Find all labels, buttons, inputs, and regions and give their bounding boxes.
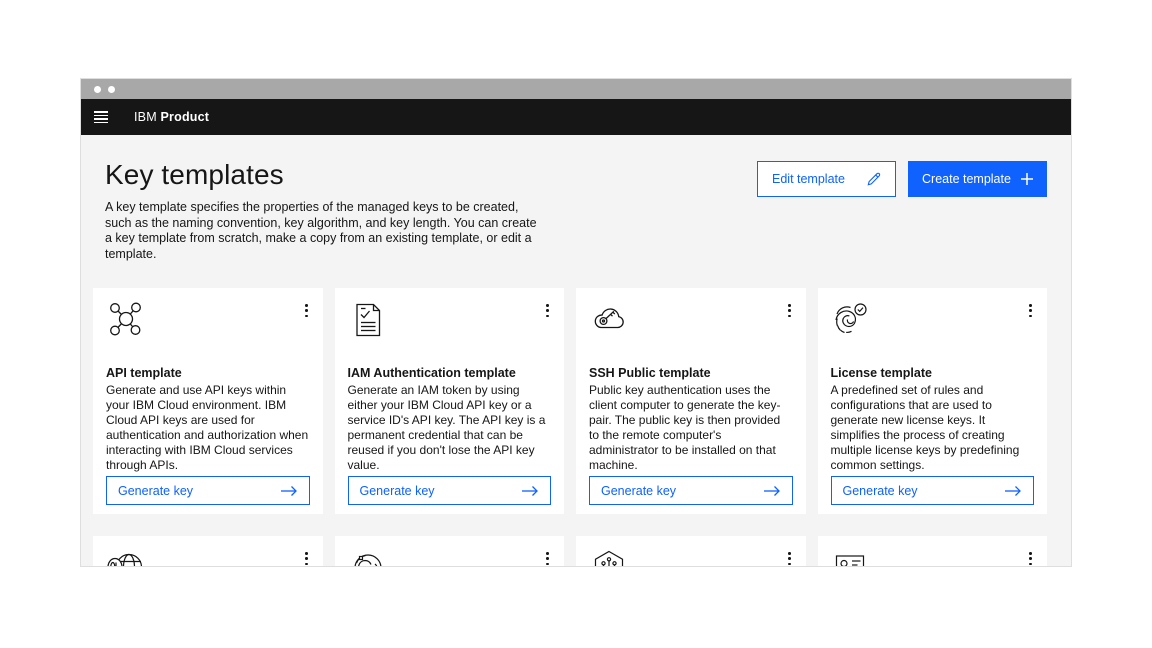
arrow-right-icon [1004,485,1022,497]
arrow-right-icon [521,485,539,497]
app-window [80,78,1072,567]
page-title: Key templates [105,159,284,190]
plus-icon [1020,172,1034,186]
create-template-label: Create template [922,172,1011,186]
partial-card [818,536,1048,567]
hexagon-circuit-icon [589,548,629,567]
globe-icon [106,548,146,567]
partial-card [576,536,806,567]
arrow-right-icon [763,485,781,497]
card-api-template [93,288,323,514]
card-title: License template [830,366,932,380]
overflow-menu-icon[interactable] [303,550,310,567]
page-intro [105,159,545,262]
arrow-right-icon [280,485,298,497]
card-description: A predefined set of rules and configurations that are used to generate new license keys. It simplifies the process of creating multiple license keys by predefining common settings. [830,383,1020,472]
card-license-template [818,288,1048,514]
hamburger-menu-icon[interactable] [94,111,108,123]
overflow-menu-icon[interactable] [544,302,551,319]
generate-key-button[interactable] [348,476,552,505]
window-titlebar [81,79,1071,99]
card-title: API template [106,366,182,380]
overflow-menu-icon[interactable] [544,550,551,567]
edit-template-button[interactable] [757,161,896,197]
document-check-icon [348,300,388,340]
brand [134,110,209,124]
partial-card [335,536,565,567]
app-header [81,99,1071,135]
generate-key-button[interactable] [106,476,310,505]
ai-swirl-icon [348,548,388,567]
card-description: Public key authentication uses the client computer to generate the key-pair. The public key is then provided to the remote computer's administrator to be installed on that machine. [589,383,781,472]
card-ssh-template [576,288,806,514]
card-iam-template [335,288,565,514]
generate-key-label: Generate key [359,483,435,498]
page-actions [757,161,1047,262]
card-description: Generate an IAM token by using either your IBM Cloud API key or a service ID's API key. The API key is a permanent credential that can be reused if you don't lose the API key value. [347,383,546,472]
page-content [81,135,1071,567]
template-cards-row [93,288,1047,514]
fingerprint-check-icon [831,300,871,340]
card-description: Generate and use API keys within your IBM Cloud environment. IBM Cloud API keys are used for authentication and authorization when interacting with IBM Cloud services through APIs. [106,383,309,472]
window-control-dot[interactable] [108,86,115,93]
brand-prefix: IBM [134,110,157,124]
overflow-menu-icon[interactable] [303,302,310,319]
generate-key-label: Generate key [842,483,918,498]
overflow-menu-icon[interactable] [1027,302,1034,319]
generate-key-label: Generate key [118,483,194,498]
card-title: IAM Authentication template [347,366,516,380]
generate-key-button[interactable] [589,476,793,505]
generate-key-button[interactable] [831,476,1035,505]
overflow-menu-icon[interactable] [1027,550,1034,567]
partial-card [93,536,323,567]
overflow-menu-icon[interactable] [786,550,793,567]
card-title: SSH Public template [589,366,711,380]
generate-key-label: Generate key [601,483,677,498]
page-description: A key template specifies the properties of the managed keys to be created, such as the naming convention, key algorithm, and key length. You can create a key template from scratch, make a copy from an existing template, or edit a template. [105,200,537,261]
template-cards-row-partial [93,536,1047,567]
brand-name: Product [160,110,210,124]
edit-template-label: Edit template [772,172,845,186]
overflow-menu-icon[interactable] [786,302,793,319]
cloud-key-icon [589,300,629,340]
window-control-dot[interactable] [94,86,101,93]
id-card-clock-icon [831,548,871,567]
pencil-icon [866,171,882,187]
create-template-button[interactable] [908,161,1047,197]
api-network-icon [106,300,146,340]
